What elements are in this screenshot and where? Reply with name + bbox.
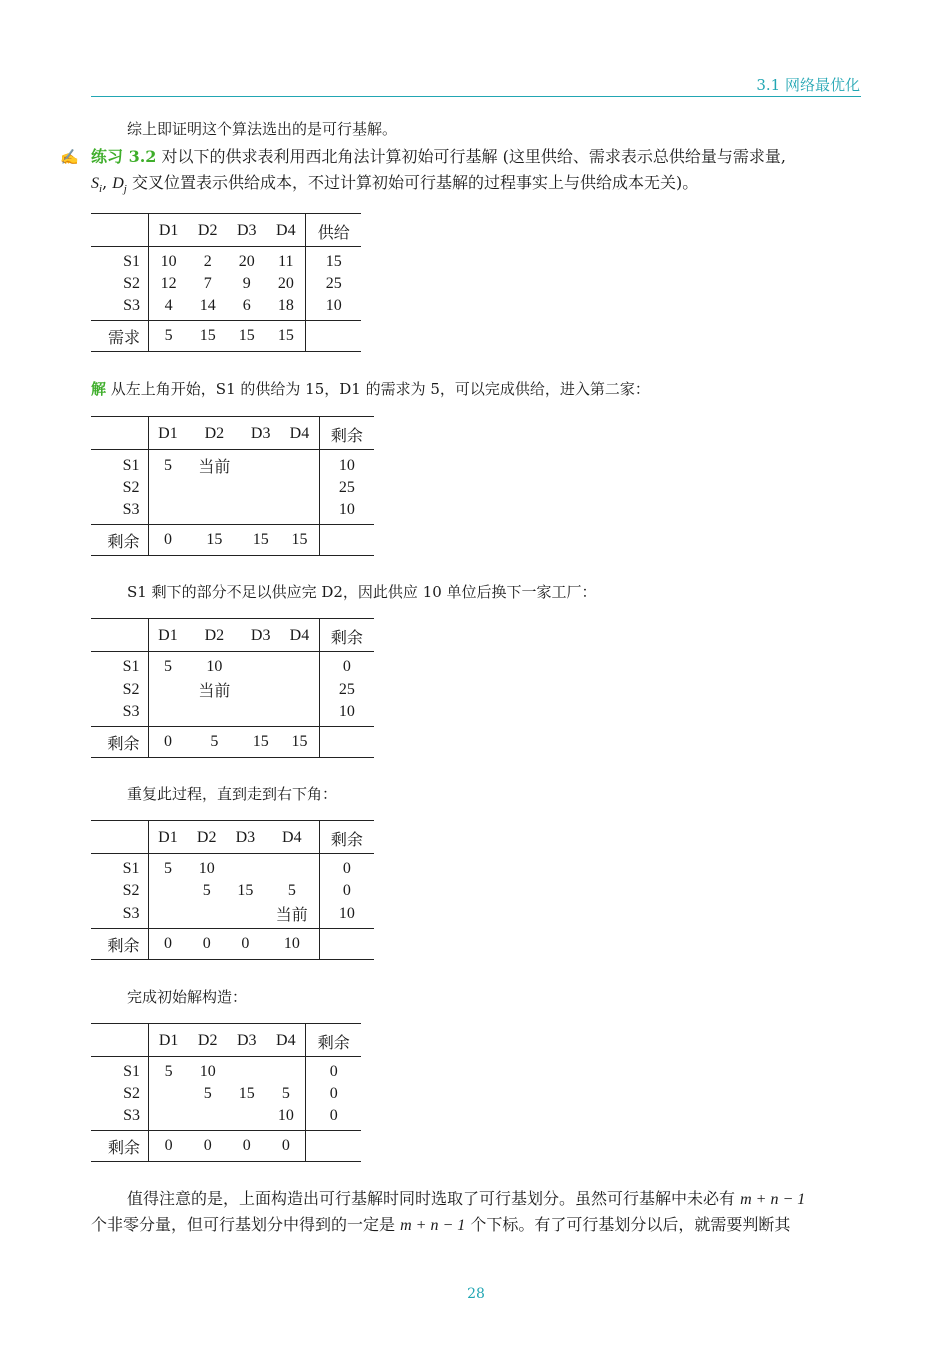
cell: 20 <box>277 275 294 292</box>
col-header: D2 <box>187 619 241 652</box>
row-label: S1 <box>122 658 140 675</box>
math-expression: m + n − 1 <box>400 1217 466 1234</box>
cell: 当前 <box>198 683 231 700</box>
row-label: S3 <box>122 501 140 518</box>
cell: 10 <box>149 247 189 274</box>
col-header: D3 <box>226 821 265 854</box>
cell <box>241 701 280 727</box>
col-header: D1 <box>149 214 189 247</box>
row-label: S2 <box>122 479 140 496</box>
step3-text: 重复此过程，直到走到右下角： <box>127 785 338 803</box>
cell <box>187 477 241 499</box>
cell-remaining: 0 <box>306 1057 361 1084</box>
cell-remaining: 25 <box>319 678 374 701</box>
cell: 7 <box>203 275 212 292</box>
cell: 5 <box>202 882 211 899</box>
cell: 11 <box>278 253 294 270</box>
pencil-icon: ✍ <box>60 148 79 166</box>
cell: 15 <box>266 321 306 352</box>
row-label-remaining: 剩余 <box>91 727 148 758</box>
cell <box>280 678 319 701</box>
cell: 5 <box>203 1085 212 1102</box>
cell <box>241 652 280 679</box>
closing-text-2a: 个非零分量，但可行基划分中得到的一定是 <box>91 1215 396 1234</box>
table-row <box>91 1057 361 1084</box>
cell: 5 <box>149 321 189 352</box>
cell <box>148 902 187 929</box>
cell: 10 <box>199 1063 216 1080</box>
col-header-supply: 供给 <box>306 214 361 247</box>
math-D: D <box>112 175 124 192</box>
closing-line-2 <box>91 1213 790 1238</box>
row-label: S3 <box>122 904 140 922</box>
cell <box>280 499 319 525</box>
math-comma: , <box>102 173 113 192</box>
col-header: D2 <box>188 1024 227 1057</box>
table-demand-row <box>91 321 361 352</box>
exercise-line-2 <box>91 171 698 201</box>
cell: 15 <box>280 727 319 758</box>
row-label: S1 <box>122 860 140 877</box>
cell <box>148 477 187 499</box>
table-remaining-row <box>91 727 374 758</box>
col-header: D1 <box>148 417 187 450</box>
cell: 10 <box>198 860 215 877</box>
cell <box>187 499 241 525</box>
cell <box>187 701 241 727</box>
table-row <box>91 499 374 525</box>
cell <box>241 450 280 478</box>
col-header: D4 <box>280 417 319 450</box>
cell: 15 <box>188 321 227 352</box>
cell: 5 <box>287 882 296 899</box>
table-row <box>91 273 361 295</box>
cell: 0 <box>227 1131 266 1162</box>
cell <box>148 499 187 525</box>
exercise-text-1: 对以下的供求表利用西北角法计算初始可行基解 (这里供给、需求表示总供给量与需求量, <box>161 147 786 166</box>
row-label: S2 <box>122 680 140 698</box>
cell: 12 <box>149 273 189 295</box>
cell <box>148 678 187 701</box>
cell: 0 <box>266 1131 306 1162</box>
table-row <box>91 678 374 701</box>
cell <box>241 678 280 701</box>
cell: 0 <box>187 929 226 960</box>
table-row <box>91 1083 361 1105</box>
col-header: D4 <box>265 821 320 854</box>
cell <box>188 1105 227 1131</box>
cell-supply: 25 <box>306 273 361 295</box>
exercise-line-1 <box>91 145 786 169</box>
cell <box>241 499 280 525</box>
col-header: D3 <box>227 1024 266 1057</box>
cell <box>280 652 319 679</box>
table-row <box>91 652 374 679</box>
cell <box>187 902 226 929</box>
step-table-4 <box>91 1023 361 1162</box>
row-label: S2 <box>123 1085 141 1102</box>
cell <box>280 477 319 499</box>
cell: 4 <box>149 295 189 321</box>
exercise-text-2: 交叉位置表示供给成本，不过计算初始可行基解的过程事实上与供给成本无关)。 <box>126 173 699 192</box>
row-label: S2 <box>122 882 140 899</box>
cell-remaining: 0 <box>319 652 374 679</box>
cell: 15 <box>241 525 280 556</box>
cell-remaining: 10 <box>319 902 374 929</box>
cell: 当前 <box>198 459 231 476</box>
table-row <box>91 295 361 321</box>
col-header: D4 <box>266 1024 306 1057</box>
cell <box>149 1105 189 1131</box>
cell <box>280 701 319 727</box>
col-header-remaining: 剩余 <box>319 417 374 450</box>
table-row <box>91 247 361 274</box>
cell: 14 <box>199 297 216 314</box>
cell: 15 <box>227 321 266 352</box>
table-header-row <box>91 1024 361 1057</box>
cell <box>148 701 187 727</box>
table-header-row <box>91 619 374 652</box>
step-table-2 <box>91 618 374 758</box>
table-remaining-row <box>91 929 374 960</box>
cell-remaining: 0 <box>319 880 374 902</box>
row-label-demand: 需求 <box>91 321 149 352</box>
row-label: S3 <box>123 297 141 314</box>
cell <box>226 854 265 881</box>
intro-text: 综上即证明这个算法选出的是可行基解。 <box>127 120 398 138</box>
col-header: D1 <box>148 619 187 652</box>
solution-text: 从左上角开始，S1 的供给为 15，D1 的需求为 5，可以完成供给，进入第二家： <box>110 380 650 398</box>
math-expression: m + n − 1 <box>740 1191 806 1208</box>
cell: 15 <box>187 525 241 556</box>
col-header: D3 <box>241 417 280 450</box>
cell: 15 <box>280 525 319 556</box>
cell: 18 <box>277 297 294 314</box>
cell: 10 <box>265 929 320 960</box>
cell: 10 <box>277 1107 294 1124</box>
cell-remaining: 10 <box>319 701 374 727</box>
cell: 0 <box>148 727 187 758</box>
col-header: D1 <box>148 821 187 854</box>
cell <box>266 1057 306 1084</box>
cell: 0 <box>149 1131 189 1162</box>
cell <box>226 902 265 929</box>
cell-remaining: 25 <box>319 477 374 499</box>
cell: 15 <box>238 1085 255 1102</box>
cell: 9 <box>242 275 251 292</box>
cell <box>227 1105 266 1131</box>
cell <box>148 880 187 902</box>
cell: 当前 <box>275 907 308 924</box>
table-row <box>91 1105 361 1131</box>
row-label: S1 <box>122 456 140 474</box>
cell: 15 <box>241 727 280 758</box>
cell: 0 <box>148 525 187 556</box>
cell: 5 <box>148 652 187 679</box>
row-label: S2 <box>123 275 141 292</box>
cell: 0 <box>226 929 265 960</box>
cell: 0 <box>148 929 187 960</box>
cell-remaining: 10 <box>319 450 374 478</box>
table-row <box>91 854 374 881</box>
table-remaining-row <box>91 525 374 556</box>
step2-text: S1 剩下的部分不足以供应完 D2，因此供应 10 单位后换下一家工厂： <box>127 583 597 601</box>
cell <box>265 854 320 881</box>
step4-text: 完成初始解构造： <box>127 988 248 1006</box>
cell-supply: 15 <box>306 247 361 274</box>
row-label-remaining: 剩余 <box>91 525 148 556</box>
col-header: D3 <box>227 214 266 247</box>
cell: 20 <box>238 253 255 270</box>
solution-line <box>91 377 650 401</box>
closing-text-1: 值得注意的是，上面构造出可行基解时同时选取了可行基划分。虽然可行基解中未必有 <box>127 1189 736 1208</box>
header-rule <box>91 96 861 97</box>
table-remaining-row <box>91 1131 361 1162</box>
math-S: S <box>91 175 99 192</box>
table-header-row <box>91 821 374 854</box>
col-header-remaining: 剩余 <box>306 1024 361 1057</box>
cell: 2 <box>203 253 212 270</box>
table-row <box>91 450 374 478</box>
cell-remaining: 0 <box>306 1083 361 1105</box>
closing-text-2b: 个下标。有了可行基划分以后，就需要判断其 <box>470 1215 791 1234</box>
solution-label: 解 <box>91 380 107 398</box>
row-label-remaining: 剩余 <box>91 1131 149 1162</box>
cell-remaining: 10 <box>319 499 374 525</box>
col-header: D3 <box>241 619 280 652</box>
cell <box>227 1057 266 1084</box>
row-label: S3 <box>122 703 140 720</box>
math-sub-i: i <box>99 183 103 196</box>
cell: 5 <box>148 854 187 881</box>
row-label: S3 <box>123 1107 141 1124</box>
table-row <box>91 902 374 929</box>
cell <box>241 477 280 499</box>
page-number: 28 <box>467 1286 485 1302</box>
step-table-1 <box>91 416 374 556</box>
cell: 0 <box>188 1131 227 1162</box>
col-header: D2 <box>187 417 241 450</box>
col-header-remaining: 剩余 <box>319 821 374 854</box>
col-header: D2 <box>188 214 227 247</box>
cell: 15 <box>237 882 254 899</box>
table-row <box>91 477 374 499</box>
cell: 5 <box>148 450 187 478</box>
cell: 5 <box>149 1057 189 1084</box>
table-row <box>91 880 374 902</box>
cell-supply: 10 <box>306 295 361 321</box>
cell-remaining: 0 <box>319 854 374 881</box>
exercise-label: 练习 3.2 <box>91 147 157 166</box>
closing-line-1 <box>127 1187 805 1212</box>
table-header-row <box>91 417 374 450</box>
table-header-row <box>91 214 361 247</box>
cell: 5 <box>281 1085 290 1102</box>
running-header: 3.1 网络最优化 <box>756 76 860 94</box>
col-header: D4 <box>280 619 319 652</box>
col-header-remaining: 剩余 <box>319 619 374 652</box>
cell-remaining: 0 <box>306 1105 361 1131</box>
table-row <box>91 701 374 727</box>
cell <box>280 450 319 478</box>
col-header: D2 <box>187 821 226 854</box>
row-label: S1 <box>123 253 141 270</box>
col-header: D1 <box>149 1024 189 1057</box>
cell <box>149 1083 189 1105</box>
cell: 5 <box>187 727 241 758</box>
cell: 10 <box>206 658 223 675</box>
supply-demand-table <box>91 213 361 352</box>
math-sub-j: j <box>123 183 127 196</box>
step-table-3 <box>91 820 374 960</box>
row-label-remaining: 剩余 <box>91 929 148 960</box>
row-label: S1 <box>123 1063 141 1080</box>
cell: 6 <box>242 297 251 314</box>
col-header: D4 <box>266 214 306 247</box>
